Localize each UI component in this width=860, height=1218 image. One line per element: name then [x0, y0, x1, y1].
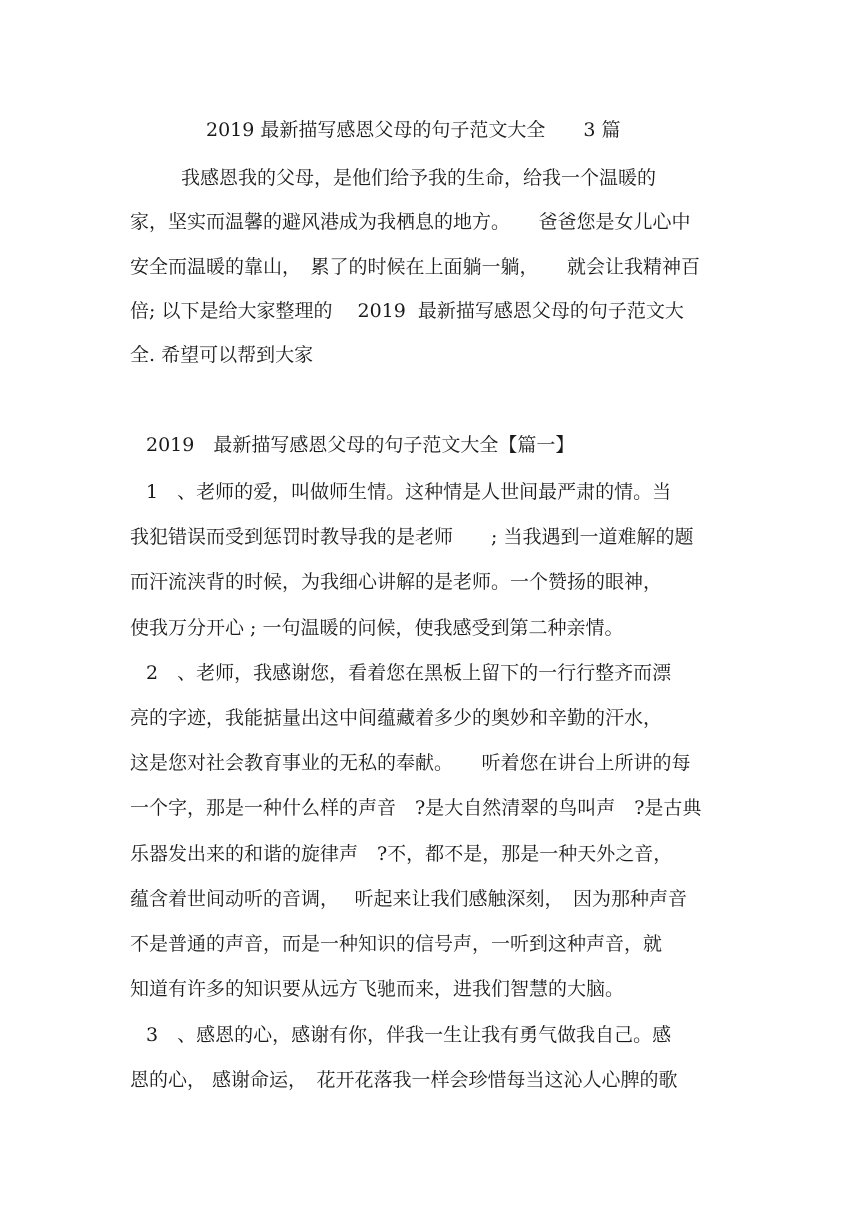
intro-line: 全. 希望可以帮到大家	[130, 344, 314, 366]
body-line: 知道有许多的知识要从远方飞驰而来，进我们智慧的大脑。	[130, 978, 625, 1000]
section-heading: 2019 最新描写感恩父母的句子范文大全【篇一】	[146, 434, 575, 456]
body-line: 蕴含着世间动听的音调， 听起来让我们感触深刻， 因为那种声音	[130, 888, 688, 910]
body-line: 乐器发出来的和谐的旋律声 ?不，都不是，那是一种天外之音，	[130, 843, 673, 865]
intro-line: 家，坚实而温馨的避风港成为我栖息的地方。 爸爸您是女儿心中	[130, 211, 691, 233]
body-line: 亮的字迹，我能掂量出这中间蕴藏着多少的奥妙和辛勤的汗水，	[130, 707, 663, 729]
body-line: 恩的心， 感谢命运， 花开花落我一样会珍惜每当这沁人心脾的歌	[130, 1069, 678, 1091]
body-line: 不是普通的声音，而是一种知识的信号声，一听到这种声音，就	[130, 933, 663, 955]
body-line: 这是您对社会教育事业的无私的奉献。 听着您在讲台上所讲的每	[130, 752, 691, 774]
body-line: 而汗流浃背的时候，为我细心讲解的是老师。一个赞扬的眼神，	[130, 571, 663, 593]
document-title: 2019 最新描写感恩父母的句子范文大全 3 篇	[206, 119, 621, 141]
intro-line: 我感恩我的父母，是他们给予我的生命，给我一个温暖的	[181, 167, 657, 189]
body-line: 使我万分开心 ; 一句温暖的问候，使我感受到第二种亲情。	[130, 617, 624, 639]
body-line: 一个字，那是一种什么样的声音 ?是大自然清翠的鸟叫声 ?是古典	[130, 797, 702, 819]
body-line: 我犯错误而受到惩罚时教导我的是老师 ; 当我遇到一道难解的题	[130, 526, 694, 548]
body-line: 3 、感恩的心，感谢有你，伴我一生让我有勇气做我自己。感	[146, 1024, 672, 1046]
intro-line: 倍; 以下是给大家整理的 2019 最新描写感恩父母的句子范文大	[130, 300, 684, 322]
body-line: 1 、老师的爱，叫做师生情。这种情是人世间最严肃的情。当	[146, 481, 672, 503]
intro-line: 安全而温暖的靠山， 累了的时候在上面躺一躺， 就会让我精神百	[130, 256, 701, 278]
body-line: 2 、老师，我感谢您，看着您在黑板上留下的一行行整齐而漂	[146, 662, 672, 684]
